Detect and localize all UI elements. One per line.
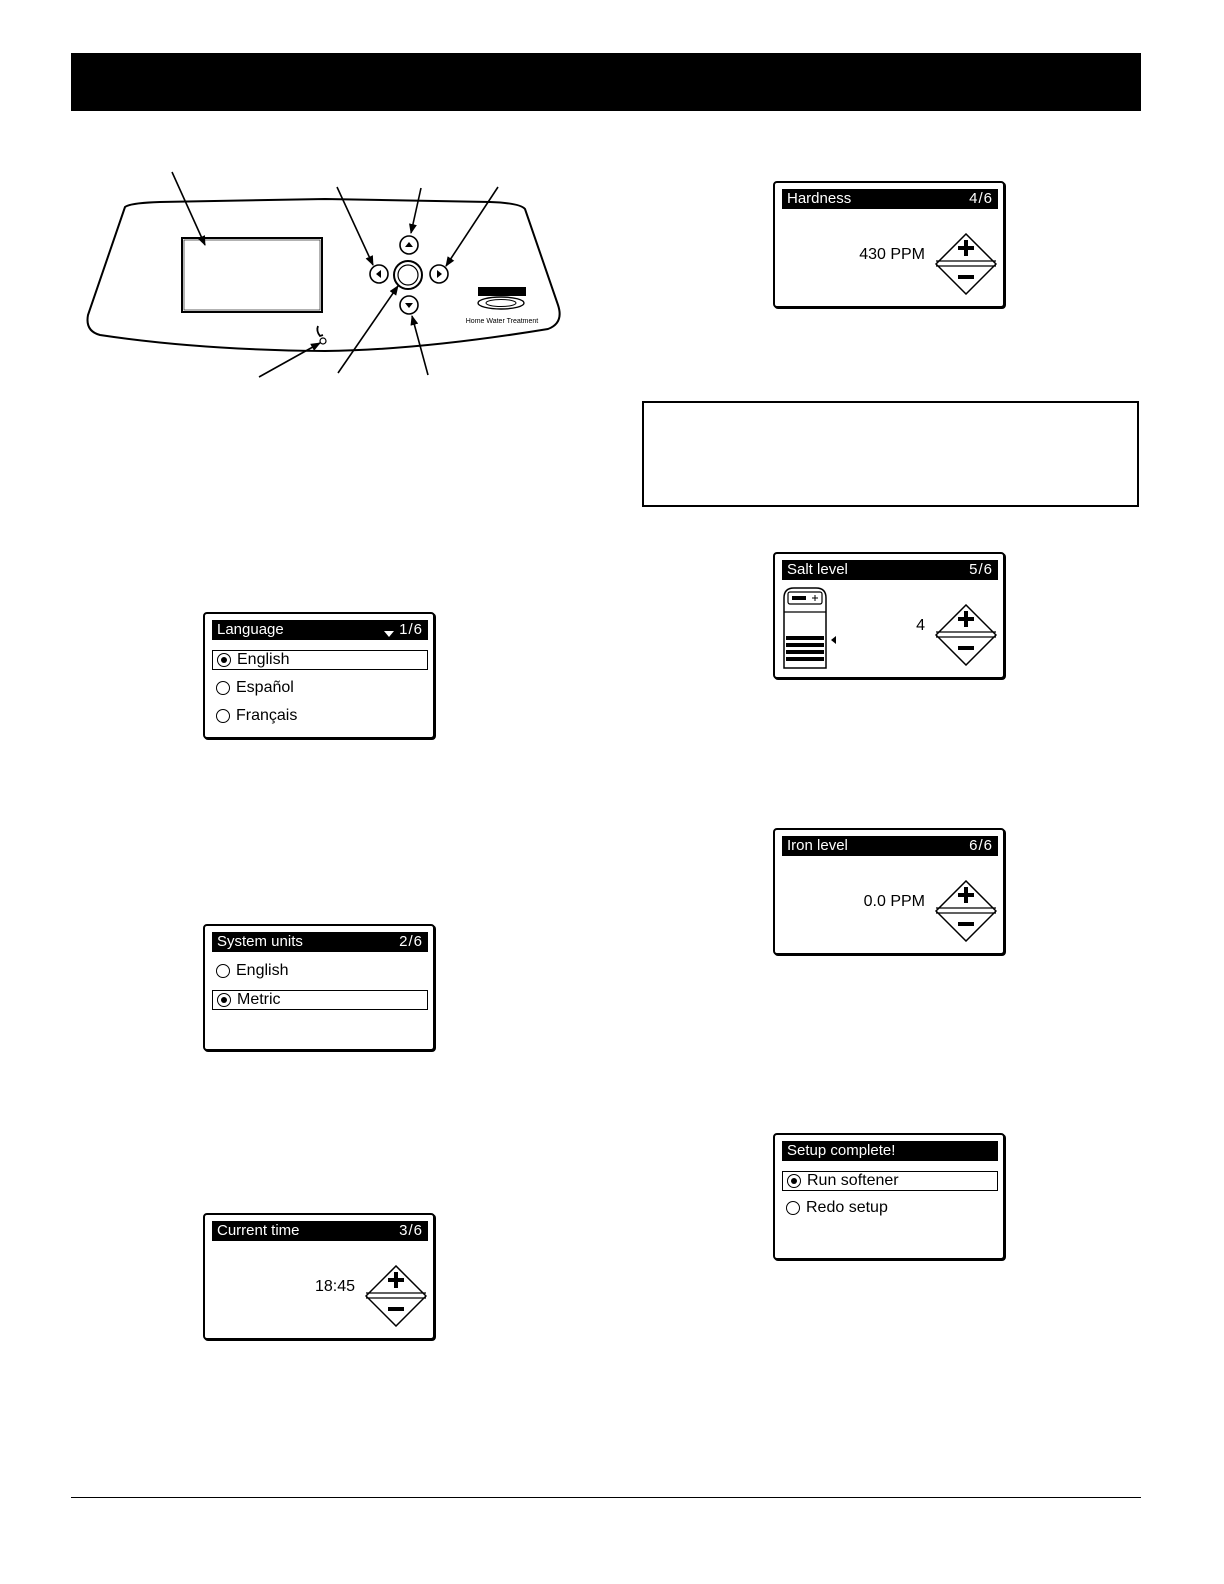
screen-title: Hardness bbox=[787, 190, 852, 207]
page-indicator: 2/6 bbox=[399, 933, 423, 950]
radio-selected-icon bbox=[217, 993, 231, 1007]
page-indicator: 6/6 bbox=[969, 837, 993, 854]
language-option-espanol[interactable]: Español bbox=[212, 679, 428, 699]
screen-title: System units bbox=[217, 933, 303, 950]
plus-minus-icon[interactable] bbox=[935, 880, 997, 942]
radio-icon bbox=[216, 681, 230, 695]
screen-title: Setup complete! bbox=[787, 1142, 896, 1159]
scroll-down-icon bbox=[384, 631, 394, 637]
language-screen bbox=[203, 612, 435, 739]
footer-rule bbox=[71, 1497, 1141, 1498]
plus-minus-icon[interactable] bbox=[935, 233, 997, 295]
screen-title: Salt level bbox=[787, 561, 848, 578]
select-button[interactable] bbox=[394, 261, 422, 289]
screen-title: Iron level bbox=[787, 837, 848, 854]
screen-title: Current time bbox=[217, 1222, 300, 1239]
screen-titlebar bbox=[212, 620, 428, 640]
units-option-metric[interactable]: Metric bbox=[212, 990, 428, 1010]
radio-icon bbox=[786, 1201, 800, 1215]
hardness-value: 430 PPM bbox=[859, 246, 925, 263]
radio-selected-icon bbox=[787, 1174, 801, 1188]
left-button[interactable] bbox=[370, 265, 388, 283]
screen-titlebar bbox=[212, 932, 428, 952]
screen-titlebar bbox=[782, 189, 998, 209]
page-indicator: 4/6 bbox=[969, 190, 993, 207]
page-indicator: 3/6 bbox=[399, 1222, 423, 1239]
brand-caption: Home Water Treatment bbox=[465, 318, 539, 325]
note-box bbox=[642, 401, 1139, 507]
screen-titlebar bbox=[782, 1141, 998, 1161]
header-bar bbox=[71, 53, 1141, 111]
radio-icon bbox=[216, 709, 230, 723]
run-softener-option[interactable]: Run softener bbox=[782, 1171, 998, 1191]
screen-title: Language bbox=[217, 621, 284, 638]
down-button[interactable] bbox=[400, 296, 418, 314]
time-value: 18:45 bbox=[314, 1278, 355, 1295]
panel-outline bbox=[88, 199, 560, 351]
page-indicator: 5/6 bbox=[969, 561, 993, 578]
control-panel-diagram bbox=[80, 165, 580, 380]
system-units-screen bbox=[203, 924, 435, 1051]
screen-titlebar bbox=[782, 560, 998, 580]
iron-level-screen bbox=[773, 828, 1005, 955]
salt-tank-icon bbox=[782, 584, 840, 670]
plus-minus-icon[interactable] bbox=[365, 1265, 427, 1327]
current-time-screen bbox=[203, 1213, 435, 1340]
right-button[interactable] bbox=[430, 265, 448, 283]
language-option-francais[interactable]: Français bbox=[212, 707, 428, 727]
salt-level-screen bbox=[773, 552, 1005, 679]
units-option-english[interactable]: English bbox=[212, 962, 428, 982]
salt-level-value: 4 bbox=[916, 617, 925, 634]
up-button[interactable] bbox=[400, 236, 418, 254]
radio-icon bbox=[216, 964, 230, 978]
screen-titlebar bbox=[782, 836, 998, 856]
redo-setup-option[interactable]: Redo setup bbox=[782, 1199, 998, 1219]
setup-complete-screen bbox=[773, 1133, 1005, 1260]
radio-selected-icon bbox=[217, 653, 231, 667]
plus-minus-icon[interactable] bbox=[935, 604, 997, 666]
language-option-english[interactable]: English bbox=[212, 650, 428, 670]
hardness-screen bbox=[773, 181, 1005, 308]
display-window bbox=[182, 238, 322, 312]
iron-level-value: 0.0 PPM bbox=[863, 893, 925, 910]
page-indicator: 1/6 bbox=[399, 621, 423, 638]
screen-titlebar bbox=[212, 1221, 428, 1241]
